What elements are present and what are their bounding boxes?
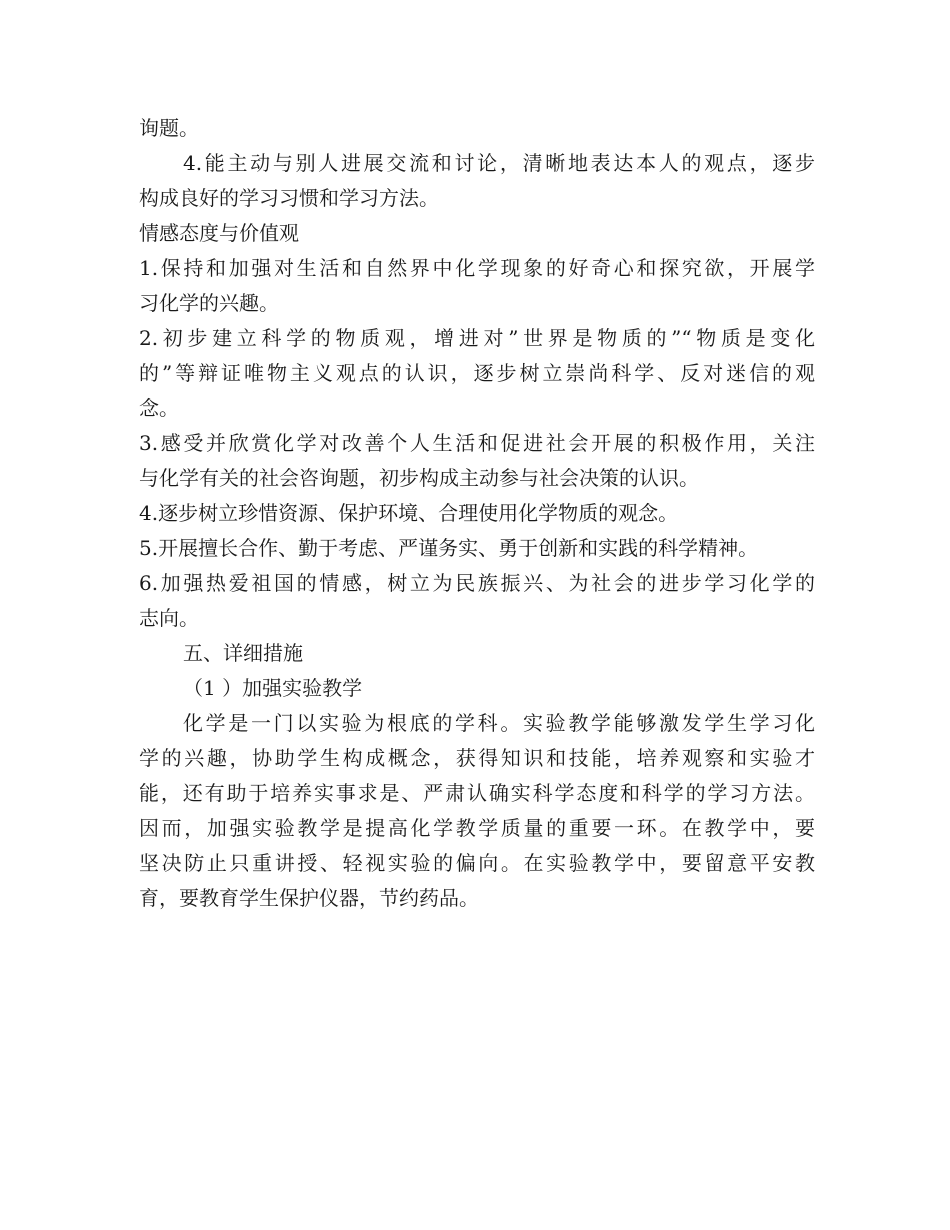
paragraph-line: 学的兴趣，协助学生构成概念，获得知识和技能，培养观察和实验才: [139, 746, 815, 770]
text-line: 询题。: [139, 116, 199, 140]
paragraph-line: 因而，加强实验教学是提高化学教学质量的重要一环。在教学中，要: [139, 816, 815, 840]
section-heading: 五、详细措施: [183, 641, 303, 665]
list-item: 1.保持和加强对生活和自然界中化学现象的好奇心和探究欲，开展学: [139, 256, 815, 280]
list-item: 3.感受并欣赏化学对改善个人生活和促进社会开展的积极作用，关注: [139, 431, 815, 455]
subsection-heading: （1 ）加强实验教学: [183, 676, 363, 700]
text-line: 习化学的兴趣。: [139, 291, 279, 315]
text-line: 与化学有关的社会咨询题，初步构成主动参与社会决策的认识。: [139, 466, 699, 490]
list-item: 2.初步建立科学的物质观，增进对”世界是物质的”“物质是变化: [139, 326, 815, 350]
text-line: 念。: [139, 396, 179, 420]
text-line: 志向。: [139, 606, 199, 630]
paragraph-line: 育，要教育学生保护仪器，节约药品。: [139, 886, 479, 910]
document-body: [139, 111, 815, 916]
list-item: 4.逐步树立珍惜资源、保护环境、合理使用化学物质的观念。: [139, 501, 679, 525]
list-item: 6.加强热爱祖国的情感，树立为民族振兴、为社会的进步学习化学的: [139, 571, 815, 595]
text-line: 构成良好的学习习惯和学习方法。: [139, 186, 439, 210]
paragraph-line: 坚决防止只重讲授、轻视实验的偏向。在实验教学中，要留意平安教: [139, 851, 815, 875]
section-heading: 情感态度与价值观: [139, 221, 299, 245]
text-line: 的”等辩证唯物主义观点的认识，逐步树立崇尚科学、反对迷信的观: [139, 361, 815, 385]
paragraph-line: 化学是一门以实验为根底的学科。实验教学能够激发学生学习化: [183, 711, 815, 735]
paragraph-line: 能，还有助于培养实事求是、严肃认确实科学态度和科学的学习方法。: [139, 781, 815, 805]
text-line: 4.能主动与别人进展交流和讨论，清晰地表达本人的观点，逐步: [183, 151, 815, 175]
list-item: 5.开展擅长合作、勤于考虑、严谨务实、勇于创新和实践的科学精神。: [139, 536, 759, 560]
